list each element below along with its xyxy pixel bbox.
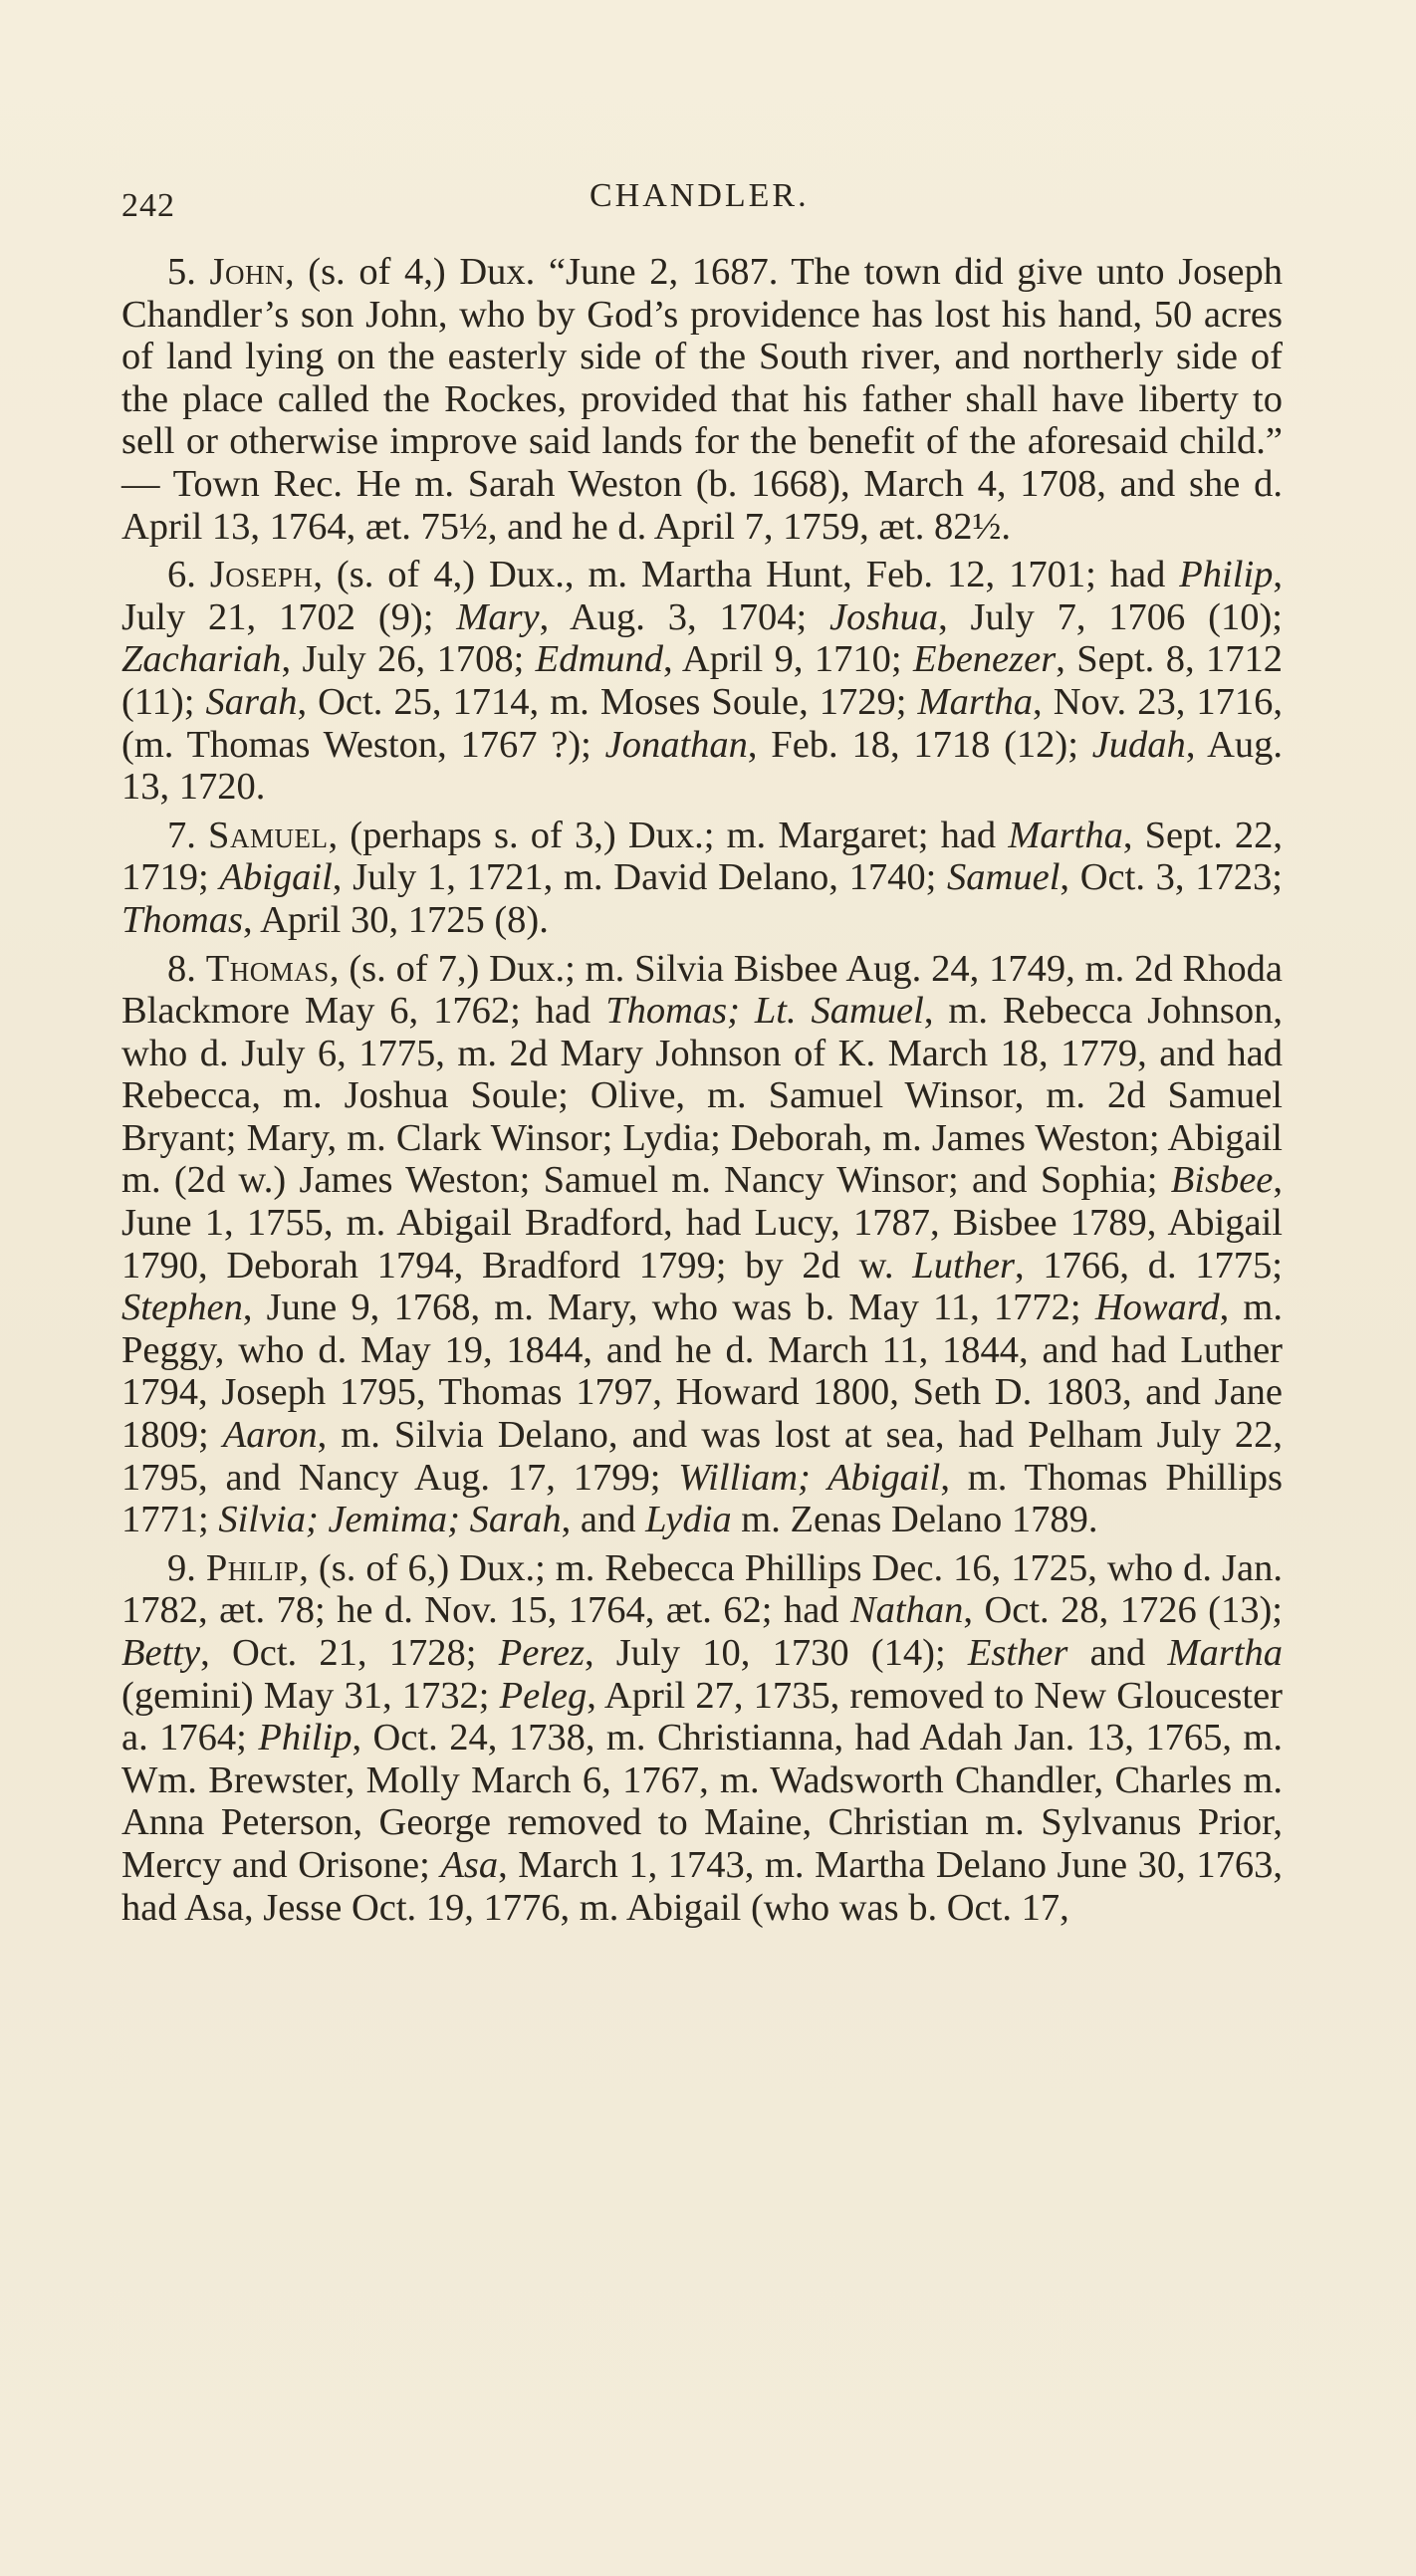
genealogy-text — [121, 251, 1283, 1935]
running-head: CHANDLER. — [590, 177, 810, 214]
italic-name: Perez — [498, 1632, 585, 1674]
entry-name: Philip — [205, 1546, 300, 1589]
entry-name: Thomas — [205, 947, 330, 990]
italic-name: Nathan — [849, 1589, 964, 1632]
italic-name: Martha — [917, 680, 1034, 723]
italic-name: Zachariah — [121, 638, 282, 681]
italic-name: Stephen — [121, 1287, 243, 1329]
italic-name: Samuel — [947, 856, 1061, 899]
entry-number: 5. — [167, 251, 196, 293]
page-number: 242 — [121, 187, 175, 224]
italic-name: Asa — [440, 1843, 499, 1886]
italic-name: Howard — [1094, 1287, 1220, 1329]
entry-text: (s. of 6,) Dux.; m. Rebecca Phillips Dec. 16, 1725, who d. Jan. 1782, æt. 78; he d. Nov. 15, 1764, æt. 62; had Nathan, Oct. 28, 1726 (13); Betty, Oct. 21, 1728; Perez, July 10, 1730 (14); Esther and Martha (gemini) May 31, 1732; Peleg, April 27, 1735, removed to New Gloucester a. 1764; Philip, Oct. 24, 1738, m. Christianna, had Adah Jan. 13, 1765, m. Wm. Brewster, Molly March 6, 1767, m. Wadsworth Chandler, Charles m. Anna Peterson, George removed to Maine, Christian m. Sylvanus Prior, Mercy and Orisone; Asa, March 1, 1743, m. Martha Delano June 30, 1763, had Asa, Jesse Oct. 19, 1776, m. Abigail (who was b. Oct. 17, — [121, 1546, 1284, 1929]
italic-name: Ebenezer — [912, 638, 1057, 681]
italic-name: Abigail — [219, 856, 333, 899]
italic-name: William; Abigail — [678, 1456, 941, 1499]
italic-name: Bisbee — [1170, 1159, 1274, 1202]
entry-name: Joseph — [209, 554, 314, 596]
entry-number: 6. — [167, 554, 196, 596]
entry-5: 5. John, (s. of 4,) Dux. “June 2, 1687. The town did give unto Joseph Chandler’s son John, who by God’s providence has lost his hand, 50 acres of land lying on the easterly side of the South river, and northerly side of the place called the Rockes, provided that his father shall have liberty to sell or otherwise improve said lands for the benefit of the aforesaid child.” — Town Rec. He m. Sarah Weston (b. 1668), March 4, 1708, and she d. April 13, 1764, æt. 75½, and he d. April 7, 1759, æt. 82½. — [121, 251, 1283, 548]
italic-name: Joshua — [829, 595, 939, 638]
italic-name: Sarah — [205, 680, 298, 723]
italic-name: Betty — [121, 1632, 201, 1674]
italic-name: Lydia — [645, 1499, 732, 1541]
italic-name: Aaron — [222, 1414, 318, 1457]
entry-name: Samuel — [208, 814, 329, 856]
entry-text: (perhaps s. of 3,) Dux.; m. Margaret; had Martha, Sept. 22, 1719; Abigail, July 1, 1721, m. David Delano, 1740; Samuel, Oct. 3, 1723; Thomas, April 30, 1725 (8). — [121, 814, 1284, 941]
entry-text: (s. of 4,) Dux., m. Martha Hunt, Feb. 12, 1701; had Philip, July 21, 1702 (9); Mary, Aug. 3, 1704; Joshua, July 7, 1706 (10); Zachariah, July 26, 1708; Edmund, April 9, 1710; Ebenezer, Sept. 8, 1712 (11); Sarah, Oct. 25, 1714, m. Moses Soule, 1729; Martha, Nov. 23, 1716, (m. Thomas Weston, 1767 ?); Jonathan, Feb. 18, 1718 (12); Judah, Aug. 13, 1720. — [121, 554, 1284, 809]
italic-name: Esther — [967, 1632, 1068, 1674]
entry-name: John — [209, 251, 285, 293]
italic-name: Judah — [1091, 723, 1186, 766]
entry-number: 7. — [167, 814, 196, 856]
italic-name: Peleg — [499, 1674, 588, 1717]
italic-name: Philip — [1179, 554, 1274, 596]
italic-name: Thomas; Lt. Samuel — [605, 990, 924, 1033]
entry-text: (s. of 4,) Dux. “June 2, 1687. The town did give unto Joseph Chandler’s son John, who by God’s providence has lost his hand, 50 acres of land lying on the easterly side of the South river, and northerly side of the place called the Rockes, provided that his father shall have liberty to sell or otherwise improve said lands for the benefit of the aforesaid child.” — Town Rec. He m. Sarah Weston (b. 1668), March 4, 1708, and she d. April 13, 1764, æt. 75½, and he d. April 7, 1759, æt. 82½. — [121, 251, 1283, 548]
italic-name: Martha — [1008, 814, 1123, 856]
italic-name: Luther — [912, 1244, 1015, 1287]
italic-name: Philip — [258, 1717, 353, 1759]
italic-name: Edmund — [535, 638, 663, 681]
italic-name: Jonathan — [604, 723, 748, 766]
italic-name: Silvia; Jemima; Sarah — [218, 1499, 562, 1541]
italic-name: Martha — [1167, 1632, 1283, 1674]
entry-7: 7. Samuel, (perhaps s. of 3,) Dux.; m. Margaret; had Martha, Sept. 22, 1719; Abigail, July 1, 1721, m. David Delano, 1740; Samuel, Oct. 3, 1723; Thomas, April 30, 1725 (8). — [121, 814, 1284, 941]
entry-6: 6. Joseph, (s. of 4,) Dux., m. Martha Hunt, Feb. 12, 1701; had Philip, July 21, 1702 (9); Mary, Aug. 3, 1704; Joshua, July 7, 1706 (10); Zachariah, July 26, 1708; Edmund, April 9, 1710; Ebenezer, Sept. 8, 1712 (11); Sarah, Oct. 25, 1714, m. Moses Soule, 1729; Martha, Nov. 23, 1716, (m. Thomas Weston, 1767 ?); Jonathan, Feb. 18, 1718 (12); Judah, Aug. 13, 1720. — [121, 554, 1284, 809]
italic-name: Thomas — [121, 898, 243, 941]
entry-number: 8. — [167, 947, 196, 990]
entry-8: 8. Thomas, (s. of 7,) Dux.; m. Silvia Bisbee Aug. 24, 1749, m. 2d Rhoda Blackmore May 6, 1762; had Thomas; Lt. Samuel, m. Rebecca Johnson, who d. July 6, 1775, m. 2d Mary Johnson of K. March 18, 1779, and had Rebecca, m. Joshua Soule; Olive, m. Samuel Winsor, m. 2d Samuel Bryant; Mary, m. Clark Winsor; Lydia; Deborah, m. James Weston; Abigail m. (2d w.) James Weston; Samuel m. Nancy Winsor; and Sophia; Bisbee, June 1, 1755, m. Abigail Bradford, had Lucy, 1787, Bisbee 1789, Abigail 1790, Deborah 1794, Bradford 1799; by 2d w. Luther, 1766, d. 1775; Stephen, June 9, 1768, m. Mary, who was b. May 11, 1772; Howard, m. Peggy, who d. May 19, 1844, and he d. March 11, 1844, and had Luther 1794, Joseph 1795, Thomas 1797, Howard 1800, Seth D. 1803, and Jane 1809; Aaron, m. Silvia Delano, and was lost at sea, had Pelham July 22, 1795, and Nancy Aug. 17, 1799; William; Abigail, m. Thomas Phillips 1771; Silvia; Jemima; Sarah, and Lydia m. Zenas Delano 1789. — [121, 947, 1284, 1541]
entry-text: (s. of 7,) Dux.; m. Silvia Bisbee Aug. 24, 1749, m. 2d Rhoda Blackmore May 6, 1762; had Thomas; Lt. Samuel, m. Rebecca Johnson, who d. July 6, 1775, m. 2d Mary Johnson of K. March 18, 1779, and had Rebecca, m. Joshua Soule; Olive, m. Samuel Winsor, m. 2d Samuel Bryant; Mary, m. Clark Winsor; Lydia; Deborah, m. James Weston; Abigail m. (2d w.) James Weston; Samuel m. Nancy Winsor; and Sophia; Bisbee, June 1, 1755, m. Abigail Bradford, had Lucy, 1787, Bisbee 1789, Abigail 1790, Deborah 1794, Bradford 1799; by 2d w. Luther, 1766, d. 1775; Stephen, June 9, 1768, m. Mary, who was b. May 11, 1772; Howard, m. Peggy, who d. May 19, 1844, and he d. March 11, 1844, and had Luther 1794, Joseph 1795, Thomas 1797, Howard 1800, Seth D. 1803, and Jane 1809; Aaron, m. Silvia Delano, and was lost at sea, had Pelham July 22, 1795, and Nancy Aug. 17, 1799; William; Abigail, m. Thomas Phillips 1771; Silvia; Jemima; Sarah, and Lydia m. Zenas Delano 1789. — [121, 947, 1284, 1541]
italic-name: Mary — [456, 595, 540, 638]
entry-number: 9. — [167, 1546, 196, 1589]
entry-9: 9. Philip, (s. of 6,) Dux.; m. Rebecca Phillips Dec. 16, 1725, who d. Jan. 1782, æt. 78; he d. Nov. 15, 1764, æt. 62; had Nathan, Oct. 28, 1726 (13); Betty, Oct. 21, 1728; Perez, July 10, 1730 (14); Esther and Martha (gemini) May 31, 1732; Peleg, April 27, 1735, removed to New Gloucester a. 1764; Philip, Oct. 24, 1738, m. Christianna, had Adah Jan. 13, 1765, m. Wm. Brewster, Molly March 6, 1767, m. Wadsworth Chandler, Charles m. Anna Peterson, George removed to Maine, Christian m. Sylvanus Prior, Mercy and Orisone; Asa, March 1, 1743, m. Martha Delano June 30, 1763, had Asa, Jesse Oct. 19, 1776, m. Abigail (who was b. Oct. 17, — [121, 1546, 1284, 1929]
